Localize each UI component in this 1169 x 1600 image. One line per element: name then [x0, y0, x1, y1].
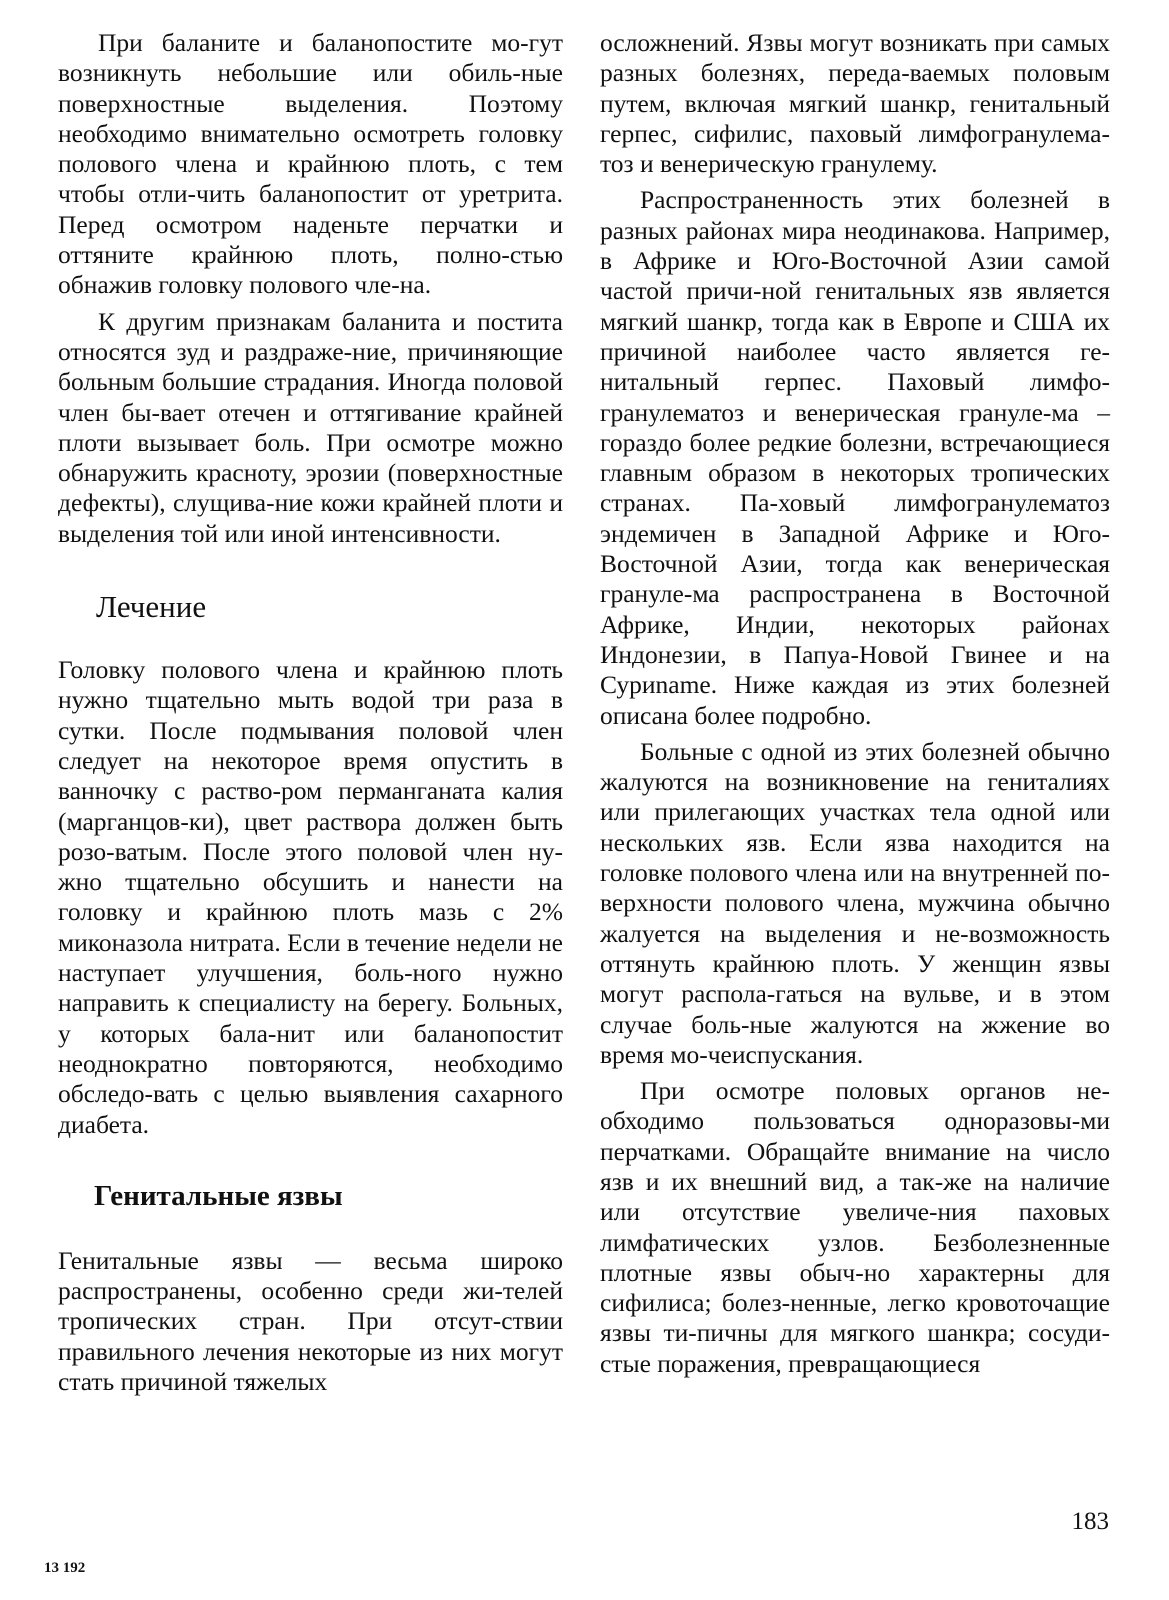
paragraph: Генитальные язвы — весьма широко распространены, особенно среди жи-телей тропических стран. При отсут-ствии правильного лечения некоторые из них могут стать причиной тяжелых [58, 1245, 563, 1396]
paragraph: осложнений. Язвы могут возникать при самых разных болезнях, переда-ваемых половым путем, включая мягкий шанкр, генитальный герпес, сифилис, паховый лимфогранулема-тоз и венерическую гранулему. [600, 28, 1110, 179]
paragraph: Головку полового члена и крайнюю плоть нужно тщательно мыть водой три раза в сутки. После подмывания половой член следует на некоторое время опустить в ванночку с раство-ром перманганата калия (марганцов-ки), цвет раствора должен быть розо-ватым. После этого половой член ну-жно тщательно обсушить и нанести на головку и крайнюю плоть мазь с 2% миконазола нитрата. Если в течение недели не наступает улучшения, боль-ного нужно направить к специалисту на берегу. Больных, у которых бала-нит или баланопостит неоднократно повторяются, необходимо обследо-вать с целью выявления сахарного диабета. [58, 655, 563, 1139]
paragraph: При осмотре половых органов не-обходимо пользоваться одноразовы-ми перчатками. Обращайте внимание на число язв и их внешний вид, а так-же на наличие или отсутствие увеличе-ния паховых лимфатических узлов. Безболезненные плотные язвы обыч-но характерны для сифилиса; болез-ненные, легко кровоточащие язвы ти-пичны для мягкого шанкра; сосуди-стые поражения, превращающиеся [600, 1076, 1110, 1378]
footer-signature-code: 13 192 [44, 1560, 86, 1576]
section-heading-genital-ulcers: Генитальные язвы [94, 1179, 343, 1212]
section-heading-treatment: Лечение [96, 589, 207, 625]
left-column [58, 28, 563, 1403]
right-column [600, 28, 1110, 1385]
paragraph: К другим признакам баланита и постита относятся зуд и раздраже-ние, причиняющие больным большие страдания. Иногда половой член бы-вает отечен и оттягивание крайней плоти вызывает боль. При осмотре можно обнаружить красноту, эрозии (поверхностные дефекты), слущива-ние кожи крайней плоти и выделения той или иной интенсивности. [58, 306, 563, 548]
paragraph: При баланите и баланопостите мо-гут возникнуть небольшие или обиль-ные поверхностные выделения. Поэтому необходимо внимательно осмотреть головку полового члена и крайнюю плоть, с тем чтобы отли-чить баланопостит от уретрита. Перед осмотром наденьте перчатки и оттяните крайнюю плоть, полно-стью обнажив головку полового чле-на. [58, 28, 563, 300]
page-number: 183 [1071, 1508, 1109, 1535]
paragraph: Распространенность этих болезней в разных районах мира неодинакова. Например, в Африке и Юго-Восточной Азии самой частой причи-ной генитальных язв является мягкий шанкр, тогда как в Европе и США их причиной наиболее часто является ге-нитальный герпес. Паховый лимфо-гранулематоз и венерическая грануле-ма – гораздо более редкие болезни, встречающиеся главным образом в некоторых тропических странах. Па-ховый лимфогранулематоз эндемичен в Западной Африке и Юго-Восточной Азии, тогда как венерическая грануле-ма распространена в Восточной Африке, Индии, некоторых районах Индонезии, в Папуа-Новой Гвинее и на Суриname. Ниже каждая из этих болезней описана более подробно. [600, 185, 1110, 730]
paragraph: Больные с одной из этих болезней обычно жалуются на возникновение на гениталиях или прилегающих участках тела одной или нескольких язв. Если язва находится на головке полового члена или на внутренней по-верхности полового члена, мужчина обычно жалуется на выделения и не-возможность оттянуть крайнюю плоть. У женщин язвы могут распола-гаться на вульве, и в этом случае боль-ные жалуются на жжение во время мо-чеиспускания. [600, 736, 1110, 1069]
